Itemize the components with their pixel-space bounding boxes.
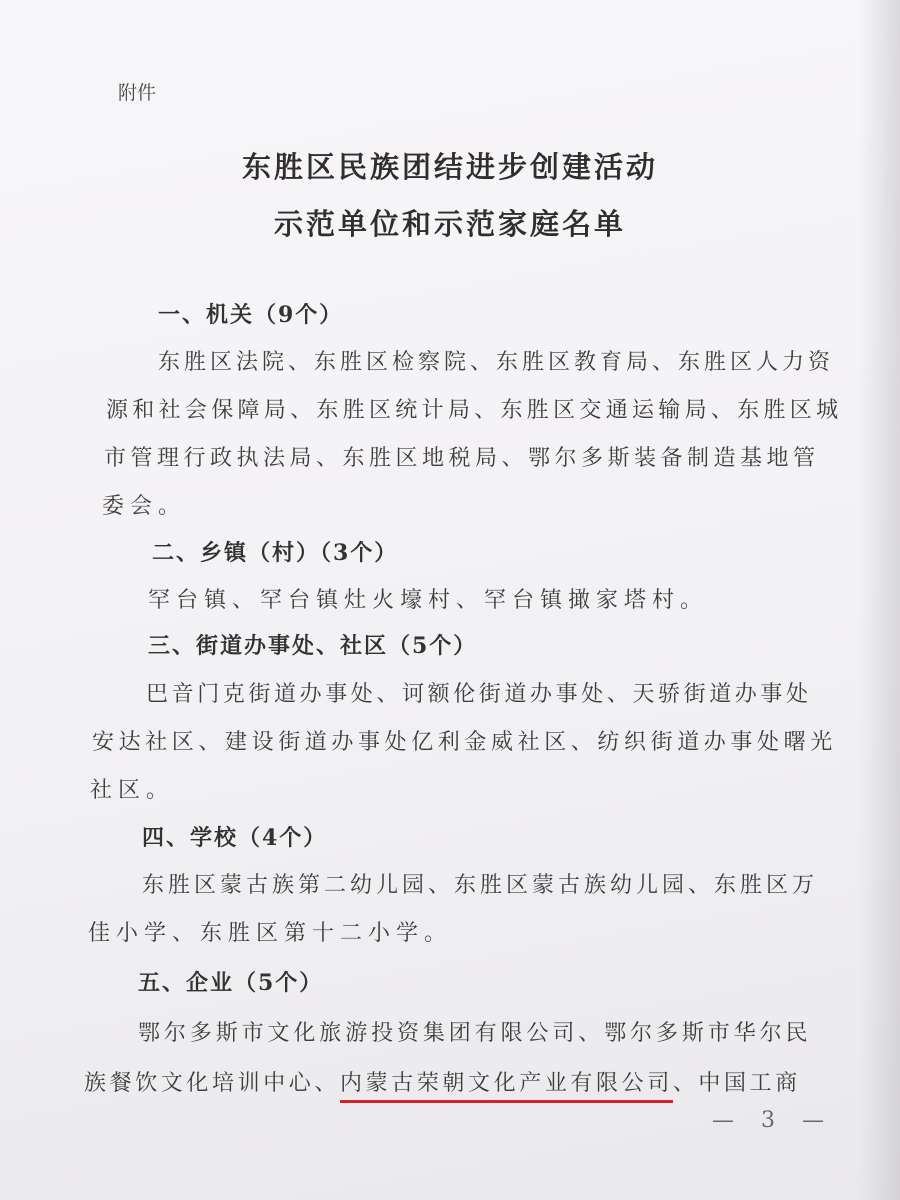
section-heading-organs: 一、机关（9个） — [158, 302, 344, 328]
attachment-label: 附件 — [118, 82, 157, 104]
section-text-line: 巴音门克街道办事处、诃额伦街道办事处、天骄街道办事处 — [146, 682, 812, 707]
section-text-line: 社区。 — [90, 778, 175, 803]
section-heading-enterprises: 五、企业（5个） — [138, 970, 324, 996]
highlighted-company-name: 内蒙古荣朝文化产业有限公司 — [340, 1071, 673, 1103]
section-heading-streets: 三、街道办事处、社区（5个） — [148, 633, 478, 659]
section-text-line-highlighted — [84, 1066, 801, 1097]
document-title-line-1: 东胜区民族团结进步创建活动 — [241, 150, 658, 184]
section-text-line: 罕台镇、罕台镇灶火壕村、罕台镇撖家塔村。 — [148, 588, 709, 613]
section-text-line: 东胜区蒙古族第二幼儿园、东胜区蒙古族幼儿园、东胜区万 — [142, 873, 819, 898]
section-heading-schools: 四、学校（4个） — [142, 825, 328, 851]
page-number: — 3 — — [712, 1108, 834, 1133]
section-text-line: 市管理行政执法局、东胜区地税局、鄂尔多斯装备制造基地管 — [104, 446, 820, 471]
section-text-line: 委会。 — [102, 494, 187, 519]
section-text-line: 佳小学、东胜区第十二小学。 — [88, 921, 453, 946]
document-title-line-2: 示范单位和示范家庭名单 — [273, 207, 626, 241]
section-heading-townships: 二、乡镇（村）（3个） — [152, 540, 399, 566]
text-after-highlight: 、中国工商 — [672, 1071, 801, 1096]
text-before-highlight: 族餐饮文化培训中心、 — [84, 1071, 341, 1096]
section-text-line: 安达社区、建设街道办事处亿利金威社区、纺织街道办事处曙光 — [92, 730, 837, 755]
section-text-line: 东胜区法院、东胜区检察院、东胜区教育局、东胜区人力资 — [158, 350, 835, 375]
section-text-line: 源和社会保障局、东胜区统计局、东胜区交通运输局、东胜区城 — [106, 398, 843, 423]
section-text-line: 鄂尔多斯市文化旅游投资集团有限公司、鄂尔多斯市华尔民 — [138, 1021, 812, 1046]
